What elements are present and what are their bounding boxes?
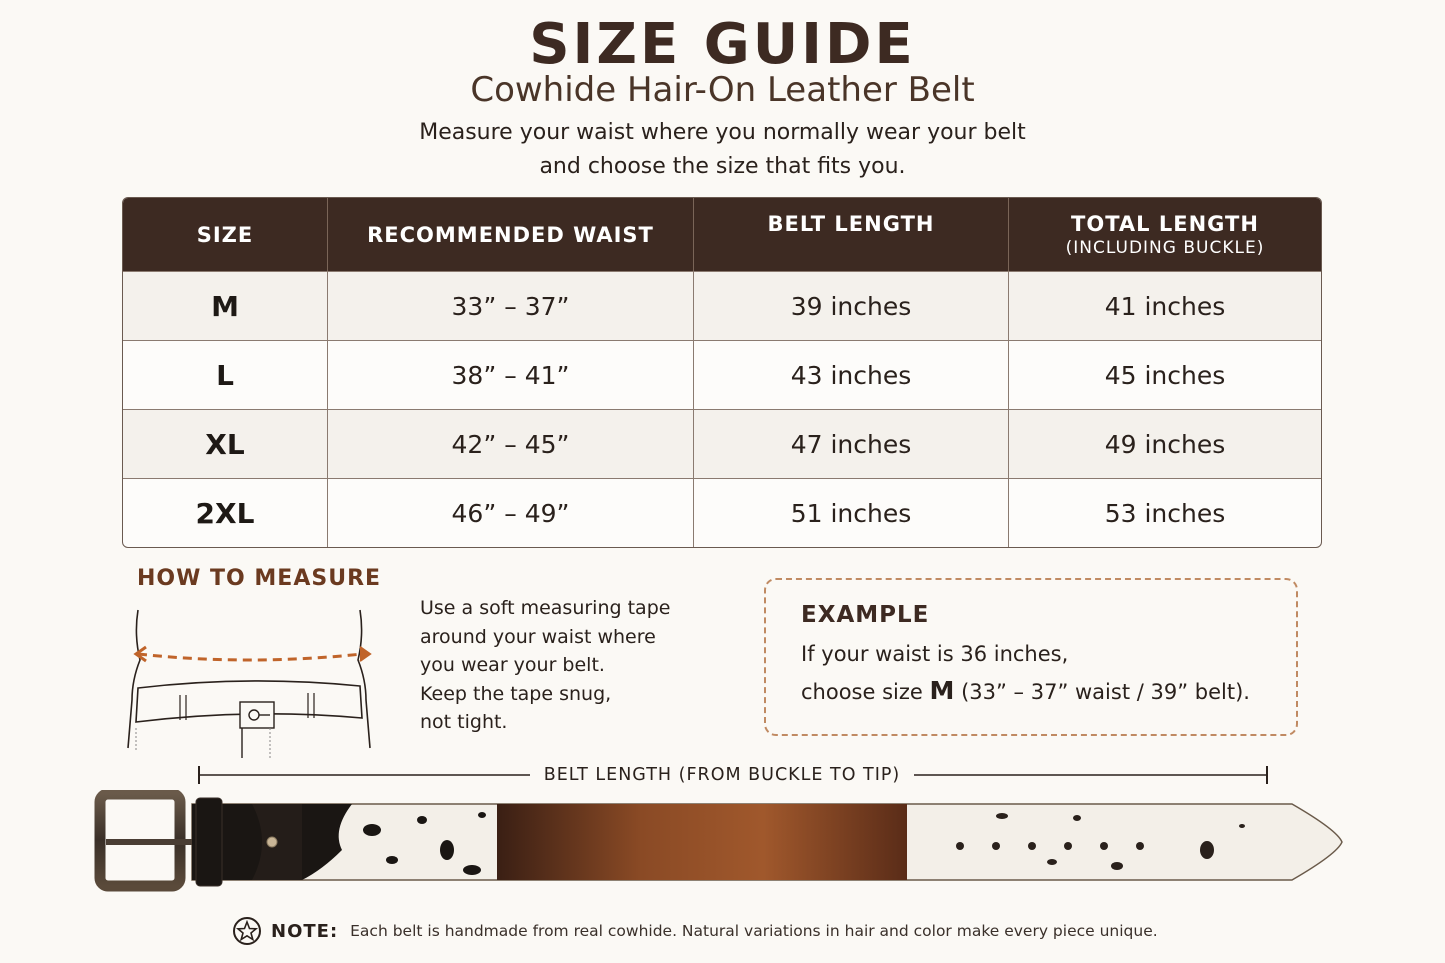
intro-text <box>0 116 1445 184</box>
total-length-cell: 41 inches <box>1104 291 1226 321</box>
waist-cell: 42” – 45” <box>328 410 694 478</box>
how-to-measure-text <box>420 594 670 737</box>
header-total-length-label: TOTAL LENGTH <box>1071 211 1259 236</box>
table-header <box>123 198 1321 271</box>
size-cell: XL <box>123 410 328 478</box>
waist-measure-illustration <box>120 600 390 760</box>
belt-length-cell: 47 inches <box>694 410 1009 478</box>
belt-length-cell: 39 inches <box>694 272 1009 340</box>
htm-line: around your waist where <box>420 625 656 648</box>
belt-length-cell: 43 inches <box>694 341 1009 409</box>
total-length-cell: 53 inches <box>1104 498 1226 528</box>
table-row <box>123 409 1321 478</box>
example-prefix: choose size <box>801 680 923 704</box>
total-length-cell: 49 inches <box>1104 429 1226 459</box>
note <box>232 916 1158 946</box>
note-text: Each belt is handmade from real cowhide. Natural variations in hair and color make every piece unique. <box>350 922 1158 940</box>
header-total-length-note: (INCLUDING BUCKLE) <box>1065 237 1265 258</box>
htm-line: Use a soft measuring tape <box>420 597 671 619</box>
example-line <box>801 676 1250 705</box>
table-row <box>123 478 1321 547</box>
header-total-length <box>1009 198 1321 271</box>
example-box <box>764 578 1298 736</box>
belt-length-cell: 51 inches <box>694 479 1009 547</box>
example-size: M <box>929 676 955 705</box>
waist-cell: 33” – 37” <box>328 272 694 340</box>
table-row <box>123 340 1321 409</box>
header-size: SIZE <box>123 198 328 271</box>
page-title: SIZE GUIDE <box>529 12 916 77</box>
waist-cell: 46” – 49” <box>328 479 694 547</box>
example-line: If your waist is 36 inches, <box>801 642 1069 666</box>
size-cell: L <box>123 341 328 409</box>
star-icon <box>232 916 262 946</box>
total-length-cell: 45 inches <box>1104 360 1226 390</box>
belt-length-label: BELT LENGTH (FROM BUCKLE TO TIP) <box>530 765 914 785</box>
note-label: NOTE: <box>271 920 339 942</box>
intro-line: and choose the size that fits you. <box>539 154 906 179</box>
table-row <box>123 271 1321 340</box>
htm-line: Keep the tape snug, <box>420 682 612 705</box>
how-to-measure-heading: HOW TO MEASURE <box>137 566 382 591</box>
belt-illustration <box>92 790 1352 894</box>
size-cell: M <box>123 272 328 340</box>
example-title: EXAMPLE <box>801 602 930 628</box>
size-cell: 2XL <box>123 479 328 547</box>
header-belt-length: BELT LENGTH <box>694 198 1009 271</box>
htm-line: you wear your belt. <box>420 654 605 676</box>
page-subtitle: Cowhide Hair-On Leather Belt <box>470 70 975 110</box>
intro-line: Measure your waist where you normally wear your belt <box>419 120 1026 145</box>
waist-cell: 38” – 41” <box>328 341 694 409</box>
header-waist: RECOMMENDED WAIST <box>328 198 694 271</box>
size-table <box>122 197 1322 548</box>
example-suffix: (33” – 37” waist / 39” belt). <box>961 680 1250 704</box>
htm-line: not tight. <box>420 711 508 733</box>
